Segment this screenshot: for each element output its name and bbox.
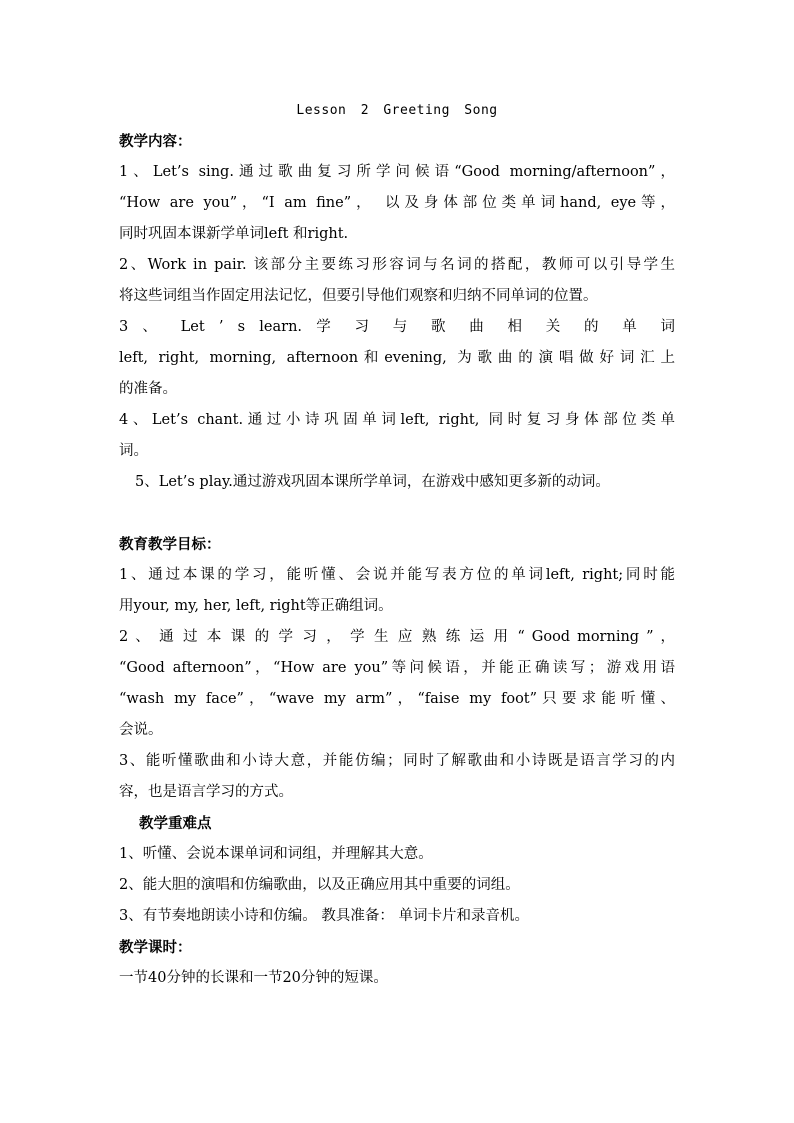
spacer	[119, 498, 675, 529]
goals-line: “wash my face”，“wave my arm”，“faise my foot”只要求能听懂、	[119, 691, 675, 707]
content-line: 词。	[119, 443, 148, 459]
content-line: left, right, morning, afternoon和evening, 为歌曲的演唱做好词汇上	[119, 350, 675, 366]
content-line: 1、Let’s sing.通过歌曲复习所学问候语“Good morning/afternoon”，	[119, 164, 675, 180]
document-page	[119, 95, 675, 994]
goals-line: 1、通过本课的学习，能听懂、会说并能写表方位的单词left, right;同时能	[119, 567, 675, 583]
goals-line: 3、能听懂歌曲和小诗大意，并能仿编；同时了解歌曲和小诗既是语言学习的内	[119, 753, 675, 769]
document-title: Lesson 2 Greeting Song	[296, 103, 498, 118]
content-line: 5、Let’s play.通过游戏巩固本课所学单词，在游戏中感知更多新的动词。	[135, 474, 610, 490]
content-line: 3 、 Let ’ s learn. 学 习 与 歌 曲 相 关 的 单 词	[119, 319, 675, 335]
keypoints-line: 3、有节奏地朗读小诗和仿编。 教具准备： 单词卡片和录音机。	[119, 908, 529, 924]
content-line: 2、Work in pair. 该部分主要练习形容词与名词的搭配，教师可以引导学生	[119, 257, 675, 273]
section-heading-keypoints: 教学重难点	[139, 815, 212, 832]
goals-line: 2 、 通 过 本 课 的 学 习 ， 学 生 应 熟 练 运 用 “ Good morning ” ，	[119, 629, 675, 645]
content-line: 将这些词组当作固定用法记忆，但要引导他们观察和归纳不同单词的位置。	[119, 288, 598, 304]
section-heading-hours: 教学课时：	[119, 939, 192, 956]
goals-line: 容，也是语言学习的方式。	[119, 784, 293, 800]
keypoints-line: 1、听懂、会说本课单词和词组，并理解其大意。	[119, 846, 433, 862]
content-line: 同时巩固本课新学单词left 和right.	[119, 226, 349, 242]
hours-line: 一节40分钟的长课和一节20分钟的短课。	[119, 970, 388, 986]
content-line: “How are you”，“I am fine”， 以及身体部位类单词hand, eye等，	[119, 195, 675, 211]
section-heading-goals: 教育教学目标：	[119, 536, 221, 553]
goals-line: 会说。	[119, 722, 163, 738]
content-line: 的准备。	[119, 381, 177, 397]
section-heading-content: 教学内容：	[119, 133, 192, 150]
goals-line: “Good afternoon”，“How are you”等问候语，并能正确读写；游戏用语	[119, 660, 675, 676]
keypoints-line: 2、能大胆的演唱和仿编歌曲，以及正确应用其中重要的词组。	[119, 877, 520, 893]
goals-line: 用your, my, her, left, right等正确组词。	[119, 598, 393, 614]
content-line: 4、Let’s chant.通过小诗巩固单词left, right, 同时复习身体部位类单	[119, 412, 675, 428]
